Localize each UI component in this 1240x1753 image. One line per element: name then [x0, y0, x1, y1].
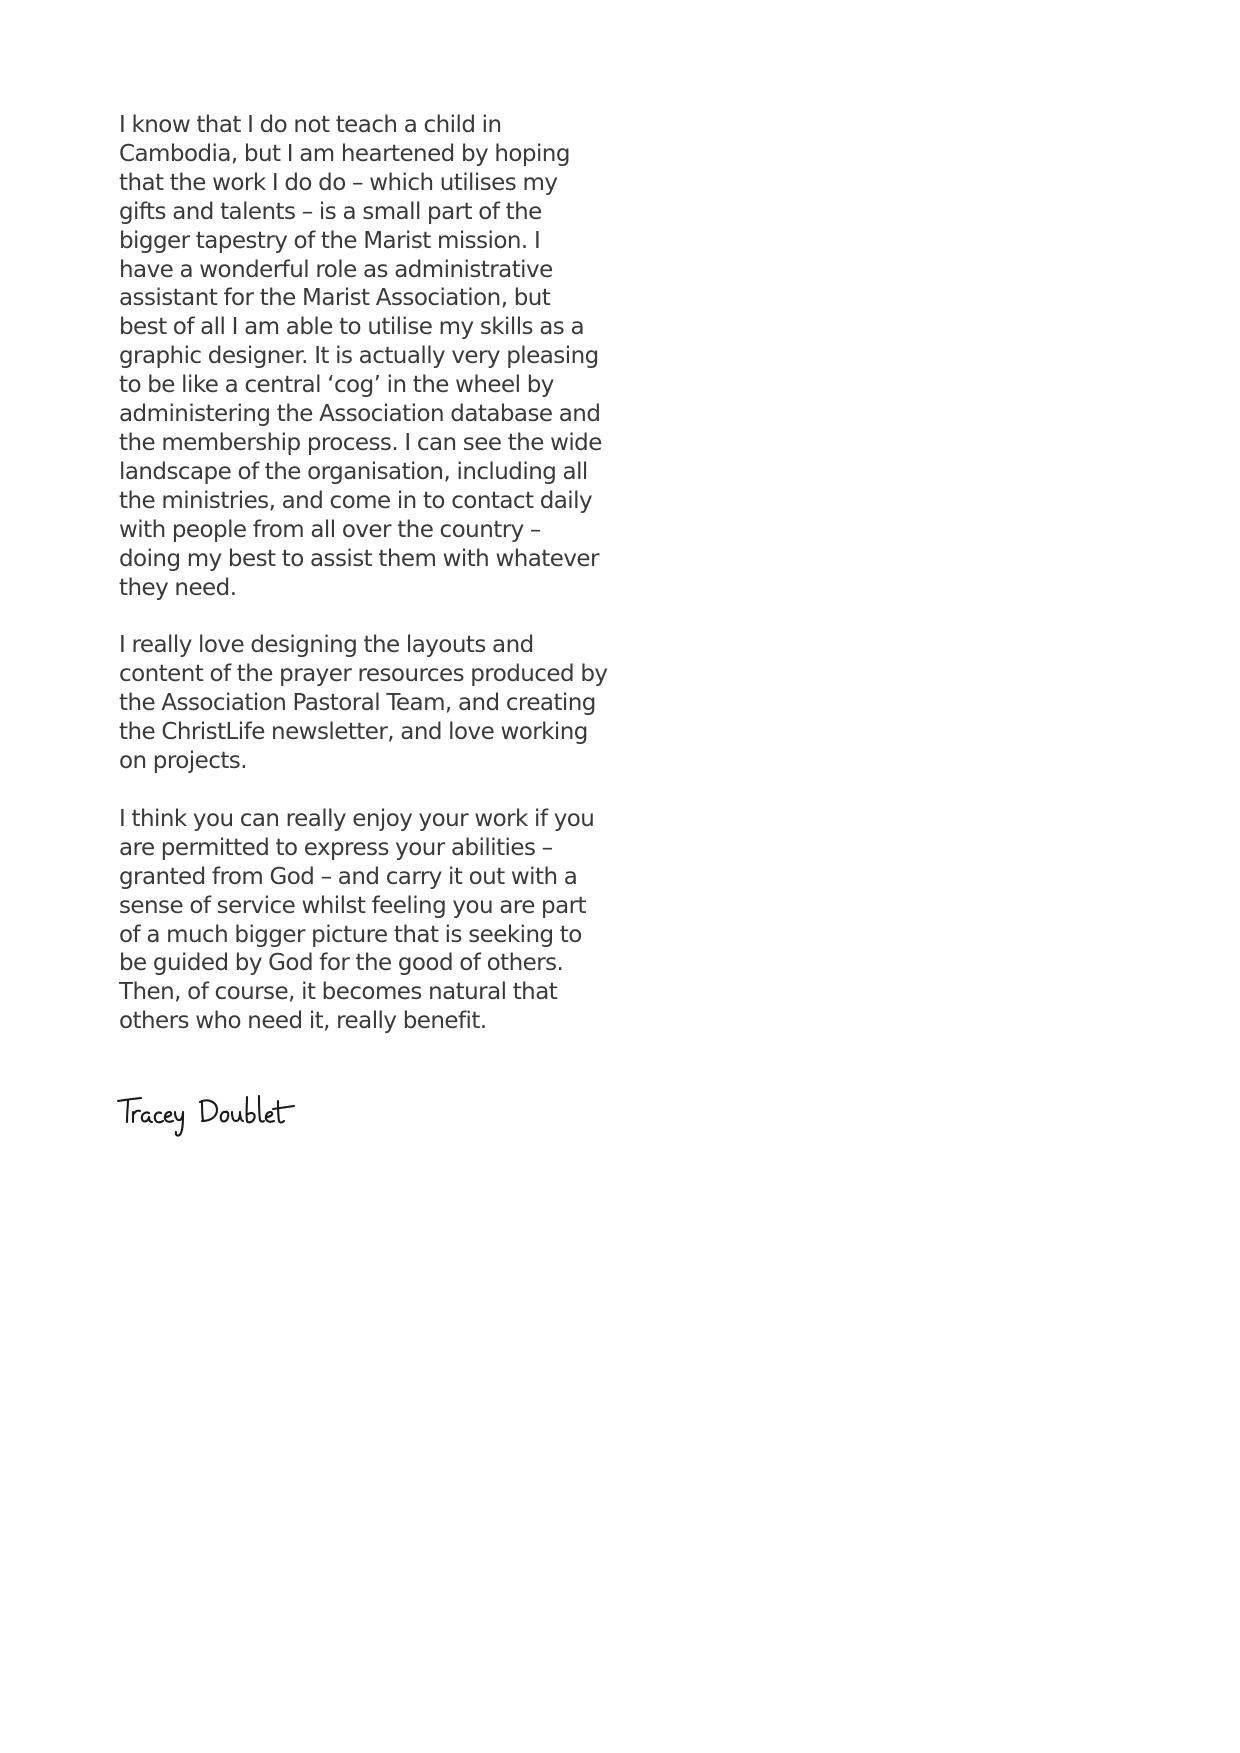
- paragraph-enjoy-work: [119, 805, 619, 1036]
- text-line: bigger tapestry of the Marist mission. I: [119, 227, 541, 254]
- text-line: the ChristLife newsletter, and love working: [119, 719, 588, 746]
- text-line: on projects.: [119, 748, 247, 775]
- text-line: Then, of course, it becomes natural that: [119, 979, 558, 1006]
- text-line: have a wonderful role as administrative: [119, 256, 553, 283]
- letter-body: [119, 111, 619, 1065]
- text-line: content of the prayer resources produced by: [119, 661, 608, 688]
- text-line: doing my best to assist them with whatever: [119, 545, 599, 572]
- text-line: to be like a central ‘cog’ in the wheel by: [119, 372, 554, 399]
- text-line: best of all I am able to utilise my skills as a: [119, 314, 585, 341]
- paragraph-work-role: [119, 111, 619, 602]
- text-line: the ministries, and come in to contact daily: [119, 487, 593, 514]
- text-line: with people from all over the country –: [119, 516, 541, 543]
- text-line: sense of service whilst feeling you are part: [119, 892, 587, 919]
- text-line: the Association Pastoral Team, and creating: [119, 690, 596, 717]
- handwritten-signature-image: [116, 1092, 296, 1148]
- text-line: administering the Association database and: [119, 401, 601, 428]
- text-line: Cambodia, but I am heartened by hoping: [119, 140, 570, 167]
- text-line: others who need it, really benefit.: [119, 1008, 487, 1035]
- text-line: the membership process. I can see the wide: [119, 429, 602, 456]
- text-line: granted from God – and carry it out with a: [119, 863, 578, 890]
- paragraph-design-work: [119, 631, 619, 776]
- text-line: landscape of the organisation, including all: [119, 458, 588, 485]
- text-line: be guided by God for the good of others.: [119, 950, 564, 977]
- text-line: they need.: [119, 574, 237, 601]
- text-line: are permitted to express your abilities –: [119, 834, 553, 861]
- text-line: I know that I do not teach a child in: [119, 112, 502, 138]
- text-line: gifts and talents – is a small part of the: [119, 198, 542, 225]
- text-line: I really love designing the layouts and: [119, 632, 534, 659]
- text-line: graphic designer. It is actually very pleasing: [119, 343, 599, 370]
- text-line: I think you can really enjoy your work if you: [119, 805, 595, 832]
- text-line: of a much bigger picture that is seeking to: [119, 921, 582, 948]
- text-line: assistant for the Marist Association, but: [119, 285, 551, 312]
- text-line: that the work I do do – which utilises my: [119, 169, 558, 196]
- signature: [116, 1092, 296, 1148]
